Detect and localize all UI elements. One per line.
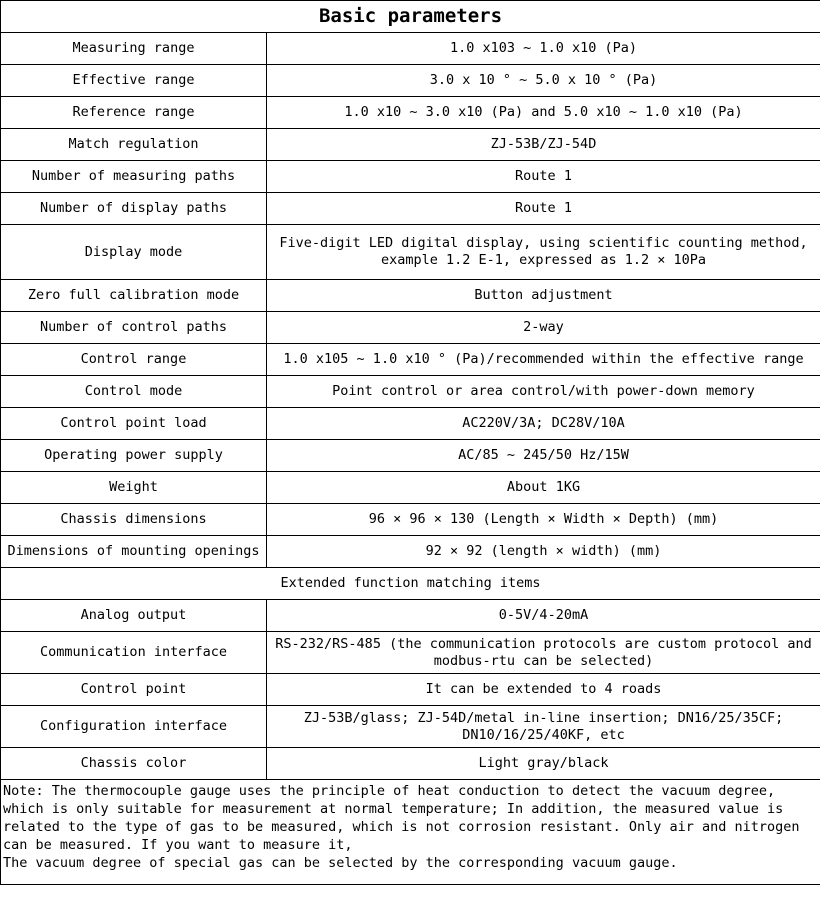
table-row xyxy=(1,472,820,504)
row-label: Dimensions of mounting openings xyxy=(1,536,267,568)
table-row xyxy=(1,280,820,312)
table-row xyxy=(1,536,820,568)
table-row xyxy=(1,440,820,472)
row-value: 92 × 92 (length × width) (mm) xyxy=(267,536,820,568)
note-line: Note: The thermocouple gauge uses the principle of heat conduction to detect the vacuum degree, which is only suitable for measurement at normal temperature; In addition, the measured value is related to the type of gas to be measured, which is not corrosion resistant. Only air and nitrogen can be measured. If you want to measure it, xyxy=(3,783,800,853)
table-row xyxy=(1,161,820,193)
table-row xyxy=(1,376,820,408)
row-value: RS-232/RS-485 (the communication protocols are custom protocol and modbus-rtu can be selected) xyxy=(267,632,820,674)
table-row xyxy=(1,408,820,440)
table-row xyxy=(1,193,820,225)
row-label: Communication interface xyxy=(1,632,267,674)
table-row xyxy=(1,33,820,65)
row-value: 0-5V/4-20mA xyxy=(267,600,820,632)
row-value: 3.0 x 10 ° ~ 5.0 x 10 ° (Pa) xyxy=(267,65,820,97)
table-row xyxy=(1,344,820,376)
row-label: Display mode xyxy=(1,225,267,280)
row-value: AC220V/3A; DC28V/10A xyxy=(267,408,820,440)
table-row xyxy=(1,97,820,129)
row-label: Chassis color xyxy=(1,748,267,780)
row-label: Control mode xyxy=(1,376,267,408)
row-value: AC/85 ~ 245/50 Hz/15W xyxy=(267,440,820,472)
row-value: 1.0 x105 ~ 1.0 x10 ° (Pa)/recommended within the effective range xyxy=(267,344,820,376)
row-label: Effective range xyxy=(1,65,267,97)
row-value: 2-way xyxy=(267,312,820,344)
table-row xyxy=(1,706,820,748)
row-value: Point control or area control/with power-down memory xyxy=(267,376,820,408)
row-label: Number of control paths xyxy=(1,312,267,344)
row-label: Measuring range xyxy=(1,33,267,65)
table-row xyxy=(1,748,820,780)
row-value: ZJ-53B/ZJ-54D xyxy=(267,129,820,161)
table-row xyxy=(1,225,820,280)
row-value: 1.0 x10 ~ 3.0 x10 (Pa) and 5.0 x10 ~ 1.0 x10 (Pa) xyxy=(267,97,820,129)
row-value: 96 × 96 × 130 (Length × Width × Depth) (mm) xyxy=(267,504,820,536)
row-label: Number of display paths xyxy=(1,193,267,225)
note-line: The vacuum degree of special gas can be selected by the corresponding vacuum gauge. xyxy=(3,855,678,871)
row-label: Control range xyxy=(1,344,267,376)
note-cell xyxy=(1,780,820,885)
row-label: Number of measuring paths xyxy=(1,161,267,193)
table-row xyxy=(1,504,820,536)
section-header-row xyxy=(1,568,820,600)
row-label: Weight xyxy=(1,472,267,504)
table-row xyxy=(1,129,820,161)
table-row xyxy=(1,65,820,97)
row-value: Route 1 xyxy=(267,193,820,225)
row-value: Light gray/black xyxy=(267,748,820,780)
row-value: Route 1 xyxy=(267,161,820,193)
row-value: Button adjustment xyxy=(267,280,820,312)
row-label: Zero full calibration mode xyxy=(1,280,267,312)
table-row xyxy=(1,674,820,706)
row-value: ZJ-53B/glass; ZJ-54D/metal in-line insertion; DN16/25/35CF; DN10/16/25/40KF, etc xyxy=(267,706,820,748)
row-label: Configuration interface xyxy=(1,706,267,748)
table-row xyxy=(1,632,820,674)
row-label: Reference range xyxy=(1,97,267,129)
row-value: It can be extended to 4 roads xyxy=(267,674,820,706)
row-label: Analog output xyxy=(1,600,267,632)
row-label: Match regulation xyxy=(1,129,267,161)
row-label: Operating power supply xyxy=(1,440,267,472)
row-value: About 1KG xyxy=(267,472,820,504)
row-value: Five-digit LED digital display, using scientific counting method, example 1.2 E-1, expressed as 1.2 × 10Pa xyxy=(267,225,820,280)
row-label: Chassis dimensions xyxy=(1,504,267,536)
note-row xyxy=(1,780,820,885)
table-title: Basic parameters xyxy=(1,1,820,33)
table-row xyxy=(1,600,820,632)
row-value: 1.0 x103 ~ 1.0 x10 (Pa) xyxy=(267,33,820,65)
row-label: Control point load xyxy=(1,408,267,440)
table-row xyxy=(1,312,820,344)
extended-section-header: Extended function matching items xyxy=(1,568,820,600)
row-label: Control point xyxy=(1,674,267,706)
